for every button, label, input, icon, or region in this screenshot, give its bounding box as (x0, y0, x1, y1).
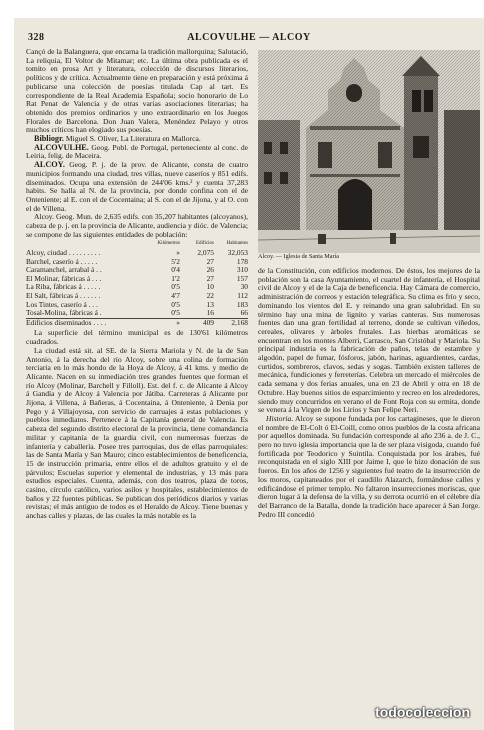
row-habitantes: 310 (236, 265, 248, 275)
col-head-km: Kilómetros (157, 241, 180, 247)
page-title: ALCOVULHE — ALCOY (187, 32, 311, 43)
entry-alcovulhe (26, 144, 248, 161)
row-name: Barchel, caserío á . . . . . (26, 256, 98, 266)
church-engraving-figure (258, 50, 480, 264)
entry-alcoy-head: ALCOY. (34, 160, 65, 170)
entry-alcovulhe-head: ALCOVULHE. (34, 142, 89, 152)
row-name: Tosal-Molina, fábricas á . (26, 308, 102, 318)
paragraph-continuation: de la Constitución, con edificios modernos. De éstos, los mejores de la población son la casa Ayuntamiento, el cuartel de infantería, el Hospital civil de Alcoy y el de la Caja de beneficencia. Hay Cámara de comercio, administración de correos y estación telegráfica. Su clima es frío y seco, dominando los vientos del E. y reinando una gran salubridad. En su término hay una mina de lignito y varias canteras. Sus numerosas fuentes dan una gran fertilidad al terreno, donde se cultivan viñedos, cereales, olivares y árboles frutales. Las hierbas aromáticas se encuentran en los montes Alberri, Carrasco, San Cristóbal y Mariola. Su principal industria es la fabricación de paños, telas de estambre y algodón, papel de fumar, fósforos, jabón, harinas, aguardientes, cardas, curtidos, sombreros, clavos, sedas y sogas. También existen talleres de mecánica, fundiciones y ferreterías. Celebra un mercado el miércoles de cada semana y dos ferias anuales, una en 23 de Abril y otra en 18 de Octubre. Hay buenos sitios de esparcimiento y recreo en los alrededores, siendo muy concurridos en verano el de Font Roja con su ermita, donde se venera á la Virgen de los Lirios y San Felipe Neri. (258, 266, 480, 415)
row-habitantes: 183 (236, 299, 248, 309)
row-km: 0'5 (171, 299, 180, 309)
row-edificios: 13 (206, 299, 214, 309)
row-habitantes: 30 (240, 282, 248, 292)
row-name: Los Tintes, caserío á . . . (26, 299, 98, 309)
row-edificios: 27 (206, 256, 214, 266)
historia-label: Historia. (266, 413, 294, 423)
paragraph-historia (258, 415, 480, 519)
entry-alcovulhe-text: Geog. Pobl. de Portugal, perteneciente al conc. de Leiria, felig. de Maceira. (26, 142, 248, 161)
row-edificios: 22 (206, 291, 214, 301)
table-row (26, 309, 248, 318)
col-head-habitantes: Habitantes (226, 241, 248, 247)
historia-text: Alcoy se supone fundada por los cartagineses, que le dieron el nombre de El-Colt ó El-Coill, como otros pueblos de la costa africana por aquellos dominada. Su fundación corresponde al año 236 a. de J. C., pero no tuvo iglesia importancia que la de ser plaza visigoda, cuando fué fortificada por Teodorico y Suintila. Conquistada por los árabes, fué reconquistada en el siglo XIII por Jaime I, que le hizo donación de sus fueros. En los años de 1256 y siguientes fué teatro de la insurrección de los moros, capitaneados por el caudillo Alazarch, formándose calles y edificándose el primer templo. No faltaron insurrecciones moriscas, que dieron lugar á la defensa de la villa, y su derrota ocurrió en el célebre día del Barranco de la Batalla, donde la tradición hace aparecer á San Jorge. Pedro III concedió (258, 413, 480, 519)
entry-alcoy (26, 161, 248, 213)
row-name: La Riba, fábricas á . . . . . (26, 282, 101, 292)
entry-alcoy-text: Geog. P. j. de la prov. de Alicante, consta de cuatro municipios formando una ciudad, tres villas, nueve caseríos y 851 edifs. diseminados. Ocupa una extensión de 244'06 kms.² y cuenta 37,283 habits. Se halla al N. de la provincia, por donde confina con el de Onteniente; al E. con el de Cocentaina; al S. con el de Jijona, y al O. con el de Villena. (26, 160, 248, 213)
row-habitantes: 2,168 (214, 318, 248, 327)
row-edificios: 26 (206, 265, 214, 275)
row-km: 0'4 (171, 265, 180, 275)
paragraph-ciudad: La ciudad está sit. al SE. de la Sierra Mariola y N. de la de San Antonio, á la derecha del río Alcoy, sobre una colina de formación terciaria en lo más hondo de la Hoya de Alcoy, á 41 kms. y medio de Alicante. Nacen en su inmediación tres grandes fuentes que forman el río Alcoy (Molinar, Barchell y Filloll). Est. del f. c. de Alicante á Alcoy á Gandía y de Alcoy á Valencia por Játiba. Carreteras á Alicante por Jijona, á Villena, á Bañeras, á Cocentaina, á Onteniente, á Denia por Pego y á Villajoyosa, con servicio de carruajes á estas poblaciones y pueblos inmediatos. Pertenece á la Capitanía general de Valencia. Es cabeza del segundo distrito electoral de la provincia, tiene comandancia militar y capitanía de la guardia civil, con numerosas fuerzas de infantería y caballería. Posee tres parroquias, dos de ellas parroquiales: las de Santa María y San Mauro; cinco establecimientos de beneficencia, 15 de instrucción primaria, entre ellos el de adultos gratuito y el de párvulos; Escuelas superior y elemental de industrias, y 13 más para estudios especiales. Cuenta, además, con dos teatros, plaza de toros, casino, círculo católico, varios asilos y hospitales, establecimientos de baños y 22 fuentes públicas. Se publican dos periódicos diarios y varias revistas; el más antiguo de todos es el Heraldo de Alcoy. Tiene buenas y anchas calles y plazas, de las cuales la más notable es la (26, 345, 248, 521)
row-km: 5'2 (171, 256, 180, 266)
row-habitantes: 112 (237, 291, 248, 301)
row-edificios: 409 (180, 318, 214, 327)
row-habitantes: 157 (236, 273, 248, 283)
row-edificios: 2,075 (197, 248, 214, 258)
row-km: 1'2 (171, 273, 180, 283)
book-page (14, 18, 484, 730)
row-name: Caramanchel, arrabal á . . (26, 265, 102, 275)
row-edificios: 10 (206, 282, 214, 292)
running-header (14, 32, 484, 46)
row-name: Alcoy, ciudad . . . . . . . . . (26, 248, 101, 258)
row-km: 4'7 (171, 291, 180, 301)
bibliography-text: Miguel S. Oliver, La Literatura en Mallorca. (63, 134, 201, 144)
church-engraving-image (258, 50, 480, 253)
row-name: El Molinar, fábricas á . . . (26, 273, 102, 283)
row-habitantes: 66 (240, 308, 248, 318)
row-name: El Salt, fábricas á . . . . . . (26, 291, 101, 301)
row-km: 0'5 (171, 282, 180, 292)
col-head-edificios: Edificios (195, 241, 214, 247)
entry-continuation: Cançó de la Balanguera, que encarna la tradición mallorquina; Salutació, La reliquia, El Voltor de Mitamar; etc. La última obra publicada es el tomito en prosa Art y literatura, colección de discursos literarios, políticos y de crítica. Actualmente tiene en preparación y está próxima á publicarse una colección de poesías titulada Cap al tart. Es correspondiente de la Real Academia Española; socio honorario de Lo Rat Penat de Valencia y de otras varias asociaciones literarias; ha obtenido dos premios ordinarios y uno extraordinario en los Juegos Florales de Barcelona. Don Juan Valera, Menéndez Pelayo y otros muchos críticos han elogiado sus poesías. (26, 48, 248, 135)
row-km: » (146, 318, 180, 327)
row-habitantes: 32,053 (227, 248, 248, 258)
page-number: 328 (28, 32, 45, 43)
table-row (26, 318, 248, 327)
entry-alcoy-municipio: Alcoy. Geog. Mun. de 2,635 edifs. con 35,207 habitantes (alcoyanos), cabeza de p. j. en la provincia de Alicante, audiencia y dióc. de Valencia; se compone de las siguientes entidades de población: (26, 212, 248, 239)
row-km: » (176, 248, 180, 258)
row-habitantes: 178 (236, 256, 248, 266)
figure-caption: Alcoy. — Iglesia de Santa María (258, 253, 340, 260)
row-edificios: 16 (206, 308, 214, 318)
paragraph-superficie: La superficie del término municipal es de 130'61 kilómetros cuadrados. (26, 328, 248, 347)
row-name: Edificios diseminados . . . . (26, 318, 146, 327)
watermark-logo: todocoleccion (375, 704, 470, 720)
bibliography-label: Bibliogr. (34, 134, 64, 144)
left-column (26, 48, 248, 708)
row-km: 0'5 (171, 308, 180, 318)
right-column (258, 48, 480, 708)
row-edificios: 27 (206, 273, 214, 283)
population-table (26, 240, 248, 327)
